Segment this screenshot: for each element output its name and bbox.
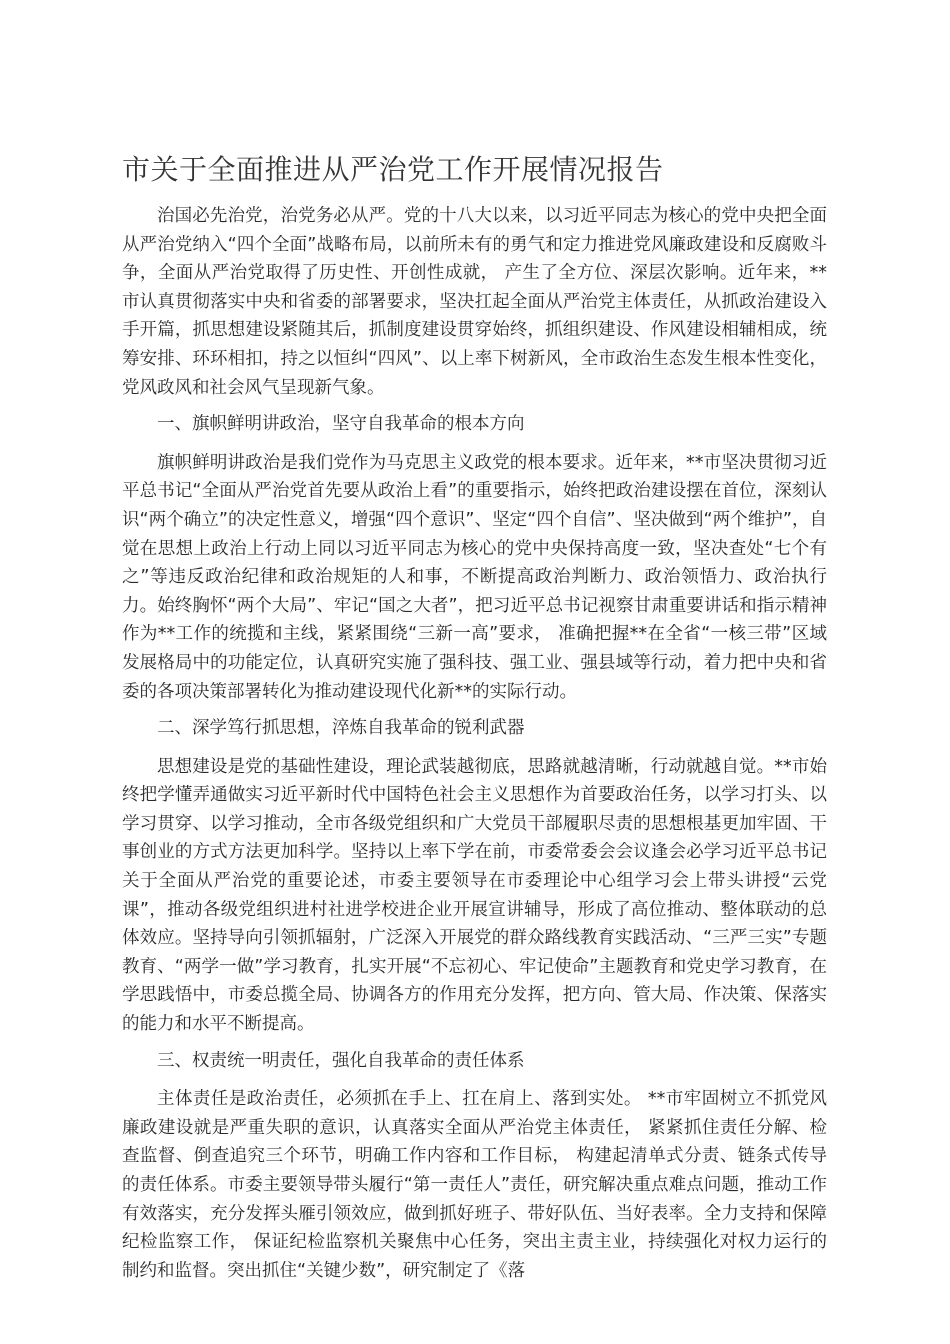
section-1 xyxy=(122,410,827,706)
section-heading: 三、权责统一明责任，强化自我革命的责任体系 xyxy=(157,1050,525,1071)
section-heading: 二、深学笃行抓思想，淬炼自我革命的锐利武器 xyxy=(157,718,525,739)
section-body: 主体责任是政治责任，必须抓在手上、扛在肩上、落到实处。 **市牢固树立不抓党风廉政建设就是严重失职的意识，认真落实全面从严治党主体责任， 紧紧抓住责任分解、检查监督、倒查追究三个环节，明确工作内容和工作目标， 构建起清单式分责、链条式传导的责任体系。市委主要领导带头履行“第一责任人”责任，研究解决重点难点问题，推动工作有效落实，充分发挥头雁引领效应，做到抓好班子、带好队伍、当好表率。全力支持和保障纪检监察工作， 保证纪检监察机关聚焦中心任务，突出主责主业，持续强化对权力运行的制约和监督。突出抓住“关键少数”，研究制定了《落 xyxy=(122,1089,827,1281)
intro-paragraph: 治国必先治党，治党务必从严。党的十八大以来，以习近平同志为核心的党中央把全面从严治党纳入“四个全面”战略布局，以前所未有的勇气和定力推进党风廉政建设和反腐败斗争，全面从严治党取得了历史性、开创性成就， 产生了全方位、深层次影响。近年来，**市认真贯彻落实中央和省委的部署要求，坚决扛起全面从严治党主体责任，从抓政治建设入手开篇，抓思想建设紧随其后，抓制度建设贯穿始终，抓组织建设、作风建设相辅相成，统筹安排、环环相扣，持之以恒纠“四风”、以上率下树新风，全市政治生态发生根本性变化，党风政风和社会风气呈现新气象。 xyxy=(122,206,827,398)
section-3 xyxy=(122,1047,827,1286)
section-body: 思想建设是党的基础性建设，理论武装越彻底，思路就越清晰，行动就越自觉。**市始终把学懂弄通做实习近平新时代中国特色社会主义思想作为首要政治任务，以学习打头、以学习贯穿、以学习推动，全市各级党组织和广大党员干部履职尽责的思想根基更加牢固、干事创业的方式方法更加科学。坚持以上率下学在前，市委常委会会议逢会必学习近平总书记关于全面从严治党的重要论述，市委主要领导在市委理论中心组学习会上带头讲授“云党课”，推动各级党组织进村社进学校进企业开展宣讲辅导，形成了高位推动、整体联动的总体效应。坚持导向引领抓辐射，广泛深入开展党的群众路线教育实践活动、“三严三实”专题教育、“两学一做”学习教育，扎实开展“不忘初心、牢记使命”主题教育和党史学习教育，在学思践悟中，市委总揽全局、协调各方的作用充分发挥，把方向、管大局、作决策、保落实的能力和水平不断提高。 xyxy=(122,756,827,1035)
section-heading: 一、旗帜鲜明讲政治，坚守自我革命的根本方向 xyxy=(157,414,525,435)
document-page xyxy=(122,150,827,1291)
document-title: 市关于全面推进从严治党工作开展情况报告 xyxy=(122,153,664,186)
section-2 xyxy=(122,714,827,1039)
section-body: 旗帜鲜明讲政治是我们党作为马克思主义政党的根本要求。近年来，**市坚决贯彻习近平总书记“全面从严治党首先要从政治上看”的重要指示，始终把政治建设摆在首位，深刻认识“两个确立”的决定性意义，增强“四个意识”、坚定“四个自信”、坚决做到“两个维护”，自觉在思想上政治上行动上同以习近平同志为核心的党中央保持高度一致，坚决查处“七个有之”等违反政治纪律和政治规矩的人和事，不断提高政治判断力、政治领悟力、政治执行力。始终胸怀“两个大局”、牢记“国之大者”，把习近平总书记视察甘肃重要讲话和指示精神作为**工作的统揽和主线，紧紧围绕“三新一高”要求， 准确把握**在全省“一核三带”区域发展格局中的功能定位，认真研究实施了强科技、强工业、强县域等行动，着力把中央和省委的各项决策部署转化为推动建设现代化新**的实际行动。 xyxy=(122,452,827,702)
